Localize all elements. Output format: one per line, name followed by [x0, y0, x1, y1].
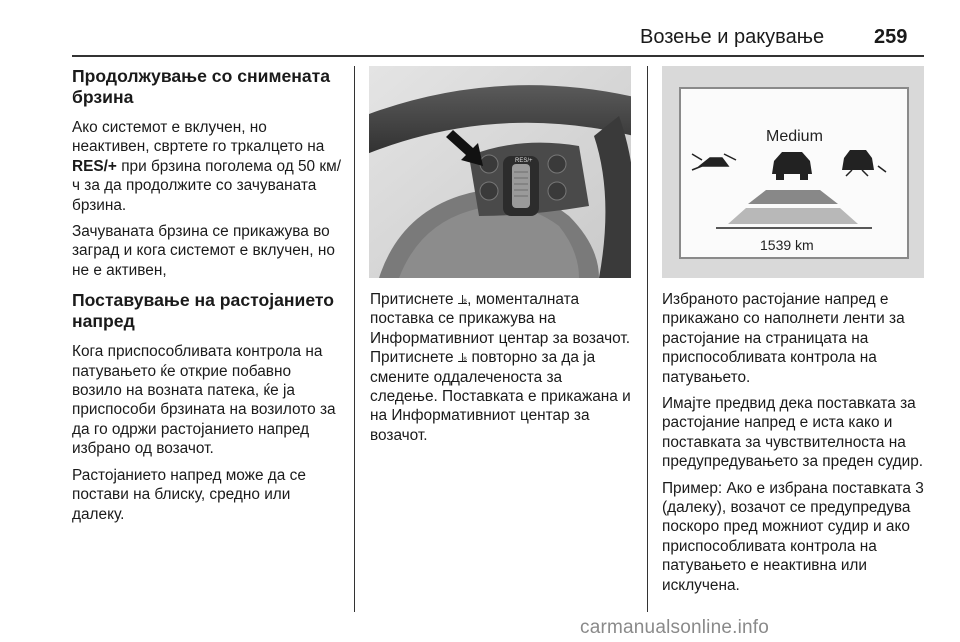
paragraph-selected-distance: Избраното растојание напред е прикажано со наполнети ленти за растојание на страницата на приспособливата контрола на патувањето.	[662, 291, 905, 386]
steering-wheel-illustration	[369, 66, 631, 278]
res-set-roller	[512, 164, 530, 208]
paragraph-acc-detect: Кога приспособливата контрола на патувањето ќе открие побавно возило на возната патека, ќе ја приспособи брзината на возилото за да го одржи растојанието напред избрано од возачот.	[72, 343, 336, 458]
page-number: 259	[874, 26, 908, 48]
paragraph-example: Пример: Ако е избрана поставката 3 (далеку), возачот се предупредува поскоро пред можниот судир и ако приспособливата контрола на патувањето е неактивна или исклучена.	[662, 479, 924, 594]
follow-distance-icon-2: ⫡	[457, 349, 468, 366]
column-2	[370, 290, 634, 452]
column-1	[72, 66, 344, 531]
dic-display-illustration	[662, 66, 924, 278]
paragraph-distance-options: Растојанието напред може да се постави на блиску, средно или далеку.	[72, 466, 306, 523]
res-label-on-wheel: RES/+	[515, 158, 533, 164]
odometer-readout: 1539 km	[760, 237, 814, 253]
res-button-label: RES/+	[72, 157, 117, 175]
paragraph-resume: Ако системот е вклучен, но неактивен, свртете го тркалцето на RES/+ при брзина поголема од 50 км/ч за да продолжите со зачуваната брзина.	[72, 119, 341, 214]
section-heading-resume: Продолжување со снимената брзина	[72, 66, 331, 107]
paragraph-stored-speed: Зачуваната брзина се прикажува во заград и кога системот е вклучен, но не е активен,	[72, 223, 335, 279]
running-header-title: Возење и ракување	[640, 26, 825, 48]
follow-distance-icon: ⫡	[457, 291, 468, 307]
distance-bar-2	[728, 208, 858, 224]
driver-info-display-figure	[662, 66, 924, 278]
section-heading-distance: Поставување на растојанието напред	[72, 290, 335, 332]
paragraph-note-sensitivity: Имајте предвид дека поставката за растојание напред е иста како и поставката за чувствителноста на предупредувањето за преден судир.	[662, 395, 924, 471]
watermark: carmanualsonline.info	[580, 617, 770, 638]
paragraph-press-button: Притиснете ⫡, моменталната поставка се прикажува на Информативниот центар за возачот. Притиснете ⫡ повторно за да ја смените оддалеченоста за следење. Поставката е прикажана и на Информативниот центар за возачот.	[370, 291, 631, 444]
column-divider-1	[354, 66, 355, 612]
column-divider-2	[647, 66, 648, 612]
header-rule	[72, 55, 924, 57]
mode-label: Medium	[766, 128, 823, 145]
steering-wheel-figure	[369, 66, 631, 278]
column-3	[662, 290, 928, 602]
